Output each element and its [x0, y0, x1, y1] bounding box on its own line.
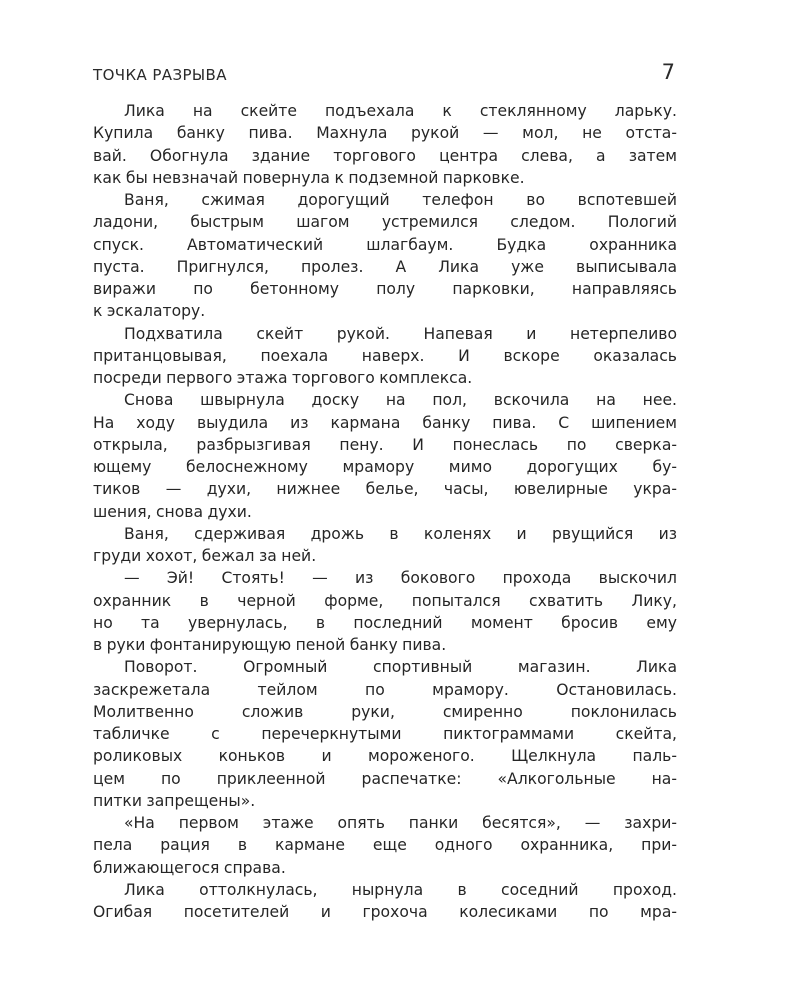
- text-line: тиков — духи, нижнее белье, часы, ювелирные укра-: [93, 480, 677, 499]
- text-line: На ходу выудила из кармана банку пива. С шипением: [93, 413, 677, 432]
- text-line: табличке с перечеркнутыми пиктограммами скейта,: [93, 725, 677, 743]
- text-line: ладони, быстрым шагом устремился следом. Пологий: [93, 213, 677, 232]
- text-line: ющему белоснежному мрамору мимо дорогущих бу-: [93, 458, 677, 476]
- body-text: [93, 100, 677, 923]
- text-line: питки запрещены».: [93, 791, 256, 810]
- text-line: пела рация в кармане еще одного охранника, при-: [93, 836, 677, 855]
- text-line: посреди первого этажа торгового комплекса.: [93, 369, 473, 387]
- text-line: заскрежетала тейлом по мрамору. Остановилась.: [93, 680, 677, 699]
- text-line: Молитвенно сложив руки, смиренно поклонилась: [93, 702, 677, 721]
- text-line: пританцовывая, поехала наверх. И вскоре оказалась: [93, 346, 677, 365]
- text-line: ближающегося справа.: [93, 858, 286, 877]
- text-line: Подхватила скейт рукой. Напевая и нетерпеливо: [124, 324, 677, 343]
- text-line: пуста. Пригнулся, пролез. А Лика уже выписывала: [93, 257, 677, 276]
- text-line: Лика на скейте подъехала к стеклянному ларьку.: [124, 102, 677, 120]
- text-line: Поворот. Огромный спортивный магазин. Лика: [124, 658, 677, 677]
- page-number: 7: [661, 60, 675, 84]
- text-line: спуск. Автоматический шлагбаум. Будка охранника: [93, 235, 677, 254]
- text-line: Огибая посетителей и грохоча колесиками по мра-: [93, 903, 677, 921]
- text-line: вай. Обогнула здание торгового центра слева, а затем: [93, 146, 677, 165]
- text-line: виражи по бетонному полу парковки, направляясь: [93, 280, 677, 298]
- text-line: охранник в черной форме, попытался схватить Лику,: [93, 591, 677, 610]
- text-line: шения, снова духи.: [93, 502, 252, 521]
- text-line: «На первом этаже опять панки бесятся», — захри-: [124, 814, 677, 832]
- text-line: роликовых коньков и мороженого. Щелкнула паль-: [93, 747, 677, 766]
- text-line: открыла, разбрызгивая пену. И понеслась по сверка-: [93, 435, 677, 454]
- text-line: груди хохот, бежал за ней.: [93, 547, 317, 565]
- text-line: Лика оттолкнулась, нырнула в соседний проход.: [124, 880, 677, 899]
- text-line: — Эй! Стоять! — из бокового прохода выскочил: [124, 569, 677, 588]
- text-line: цем по приклеенной распечатке: «Алкогольные на-: [93, 769, 677, 788]
- text-line: Купила банку пива. Махнула рукой — мол, не отста-: [93, 124, 677, 143]
- text-line: в руки фонтанирующую пеной банку пива.: [93, 636, 447, 654]
- page-header: [93, 60, 677, 92]
- text-line: Снова швырнула доску на пол, вскочила на нее.: [124, 391, 677, 410]
- text-line: Ваня, сдерживая дрожь в коленях и рвущийся из: [124, 524, 677, 543]
- text-line: к эскалатору.: [93, 302, 206, 321]
- text-line: Ваня, сжимая дорогущий телефон во вспотевшей: [124, 191, 677, 209]
- book-page: [93, 60, 677, 923]
- running-title: ТОЧКА РАЗРЫВА: [93, 66, 227, 84]
- text-line: как бы невзначай повернула к подземной парковке.: [93, 168, 525, 187]
- text-line: но та увернулась, в последний момент бросив ему: [93, 613, 677, 632]
